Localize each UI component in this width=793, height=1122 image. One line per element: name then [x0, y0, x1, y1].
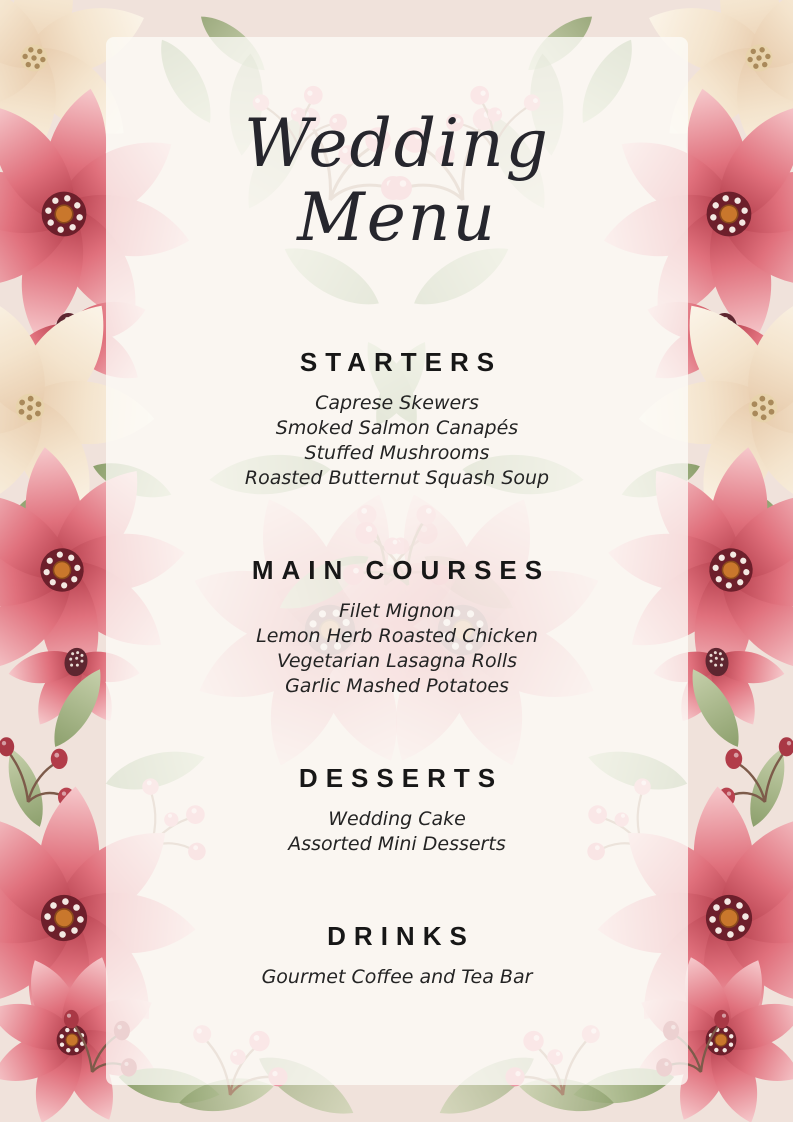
menu-item: Stuffed Mushrooms — [304, 442, 490, 464]
menu-item: Assorted Mini Desserts — [288, 833, 506, 855]
menu-item: Lemon Herb Roasted Chicken — [256, 625, 538, 647]
section-items — [106, 599, 688, 699]
menu-item: Roasted Butternut Squash Soup — [244, 467, 550, 489]
menu-item: Smoked Salmon Canapés — [275, 417, 519, 439]
section-items — [106, 391, 688, 491]
menu-section — [106, 763, 688, 857]
menu-section — [106, 921, 688, 990]
menu-title — [106, 107, 688, 255]
menu-item: Garlic Mashed Potatoes — [285, 675, 509, 697]
menu-title-line2: Menu — [297, 179, 497, 256]
section-items — [106, 807, 688, 857]
menu-item: Vegetarian Lasagna Rolls — [276, 650, 518, 672]
menu-item: Filet Mignon — [338, 600, 456, 622]
menu-item: Wedding Cake — [328, 808, 466, 830]
section-heading: MAIN COURSES — [251, 555, 551, 585]
menu-section — [106, 347, 688, 491]
section-heading: DESSERTS — [298, 763, 504, 793]
menu-section — [106, 555, 688, 699]
menu-sections — [106, 347, 688, 990]
section-items — [106, 965, 688, 990]
section-heading: DRINKS — [327, 921, 475, 951]
menu-item: Caprese Skewers — [315, 392, 479, 414]
menu-title-line1: Wedding — [244, 105, 550, 182]
menu-panel — [106, 37, 688, 1085]
section-heading: STARTERS — [299, 347, 503, 377]
menu-item: Gourmet Coffee and Tea Bar — [261, 966, 533, 988]
